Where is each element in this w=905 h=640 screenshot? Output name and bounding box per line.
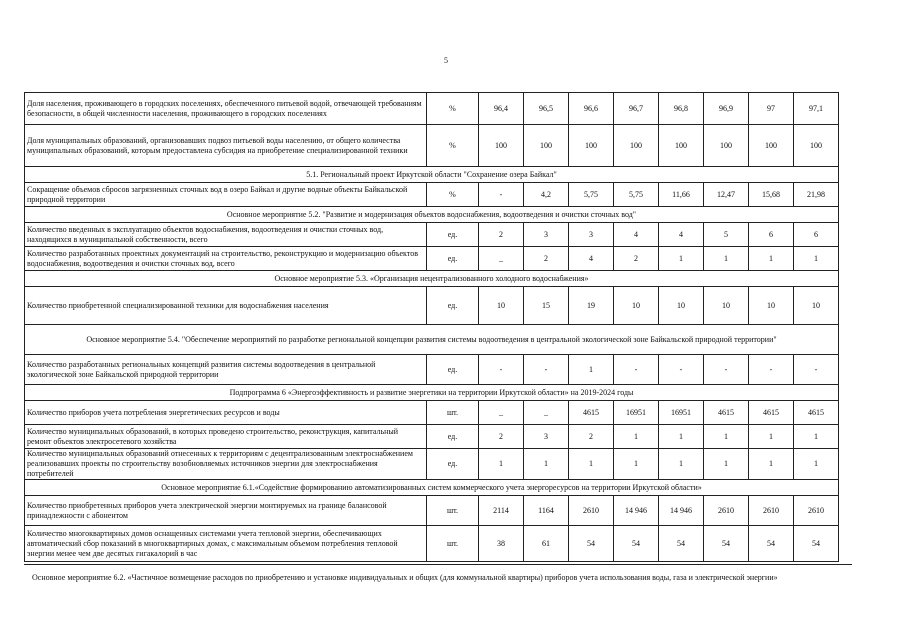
indicator-value: 54 <box>704 526 749 562</box>
indicator-name: Доля населения, проживающего в городских поселениях, обеспеченного питьевой водой, отвечающей требованиям безопасности, в общей численности населения, проживающего в городских поселениях <box>25 93 427 125</box>
indicators-table <box>24 92 839 562</box>
indicator-name: Количество приобретенной специализированной техники для водоснабжения населения <box>25 287 427 325</box>
indicator-value: 1 <box>569 355 614 385</box>
section-heading-row <box>25 385 839 401</box>
indicator-value: 4615 <box>794 401 839 425</box>
indicator-value: 100 <box>524 125 569 167</box>
table-row <box>25 401 839 425</box>
indicator-value: 1 <box>569 449 614 480</box>
indicator-value: 11,66 <box>659 183 704 207</box>
indicator-value: 96,7 <box>614 93 659 125</box>
indicator-value: 1 <box>614 425 659 449</box>
indicator-value: 4615 <box>749 401 794 425</box>
indicator-unit: ед. <box>427 449 479 480</box>
indicator-value: 100 <box>794 125 839 167</box>
indicator-value: 96,4 <box>479 93 524 125</box>
indicator-unit: % <box>427 93 479 125</box>
table-row <box>25 125 839 167</box>
indicator-value: _ <box>479 401 524 425</box>
section-heading: Основное мероприятие 5.3. «Организация нецентрализованного холодного водоснабжения» <box>25 271 839 287</box>
section-heading: Подпрограмма 6 «Энергоэффективность и развитие энергетики на территории Иркутской области» на 2019-2024 годы <box>25 385 839 401</box>
indicator-value: 1 <box>659 425 704 449</box>
indicator-name: Количество муниципальных образований отнесенных к территориям с децентрализованным электроснабжением реализовавших проекты по строительству возобновляемых источников энергии для электроснабжения потребителей <box>25 449 427 480</box>
indicator-value: 2 <box>569 425 614 449</box>
indicator-value: 14 946 <box>614 496 659 526</box>
section-heading-row <box>25 271 839 287</box>
section-heading: Основное мероприятие 6.1.«Содействие формированию автоматизированных систем коммерческого учета энергоресурсов на территории Иркутской области» <box>25 480 839 496</box>
indicator-value: 12,47 <box>704 183 749 207</box>
indicator-value: 10 <box>659 287 704 325</box>
indicator-name: Количество разработанных проектных документаций на строительство, реконструкцию и модернизацию объектов водоснабжения, водоотведения и очистки сточных вод, всего <box>25 247 427 271</box>
indicator-name: Количество муниципальных образований, в которых проведено строительство, реконструкция, капитальный ремонт объектов электросетевого хозяйства <box>25 425 427 449</box>
indicator-value: - <box>659 355 704 385</box>
footer-section-heading: Основное мероприятие 6.2. «Частичное возмещение расходов по приобретению и установке индивидуальных и общих (для коммунальной квартиры) приборов учета использования воды, газа и электрической энергии» <box>24 564 852 591</box>
indicator-value: 10 <box>479 287 524 325</box>
indicator-value: 10 <box>794 287 839 325</box>
indicator-value: 96,5 <box>524 93 569 125</box>
indicator-unit: шт. <box>427 526 479 562</box>
indicator-value: 96,9 <box>704 93 749 125</box>
indicator-value: 15 <box>524 287 569 325</box>
indicator-value: 100 <box>479 125 524 167</box>
indicator-value: - <box>794 355 839 385</box>
indicator-unit: ед. <box>427 247 479 271</box>
indicator-value: 1 <box>704 449 749 480</box>
indicator-value: 21,98 <box>794 183 839 207</box>
indicator-name: Сокращение объемов сбросов загрязненных сточных вод в озеро Байкал и другие водные объекты Байкальской природной территории <box>25 183 427 207</box>
indicator-value: 4 <box>569 247 614 271</box>
table-row <box>25 223 839 247</box>
indicator-value: - <box>479 355 524 385</box>
indicator-value: 38 <box>479 526 524 562</box>
indicator-value: 6 <box>794 223 839 247</box>
indicator-value: 5 <box>704 223 749 247</box>
indicator-value: 1 <box>704 425 749 449</box>
indicator-value: 2 <box>614 247 659 271</box>
indicator-unit: ед. <box>427 425 479 449</box>
indicator-value: 19 <box>569 287 614 325</box>
indicator-value: 54 <box>614 526 659 562</box>
table-row <box>25 183 839 207</box>
indicator-value: 97 <box>749 93 794 125</box>
indicator-name: Количество разработанных региональных концепций развития системы водоотведения в центральной экологической зоне Байкальской природной территории <box>25 355 427 385</box>
indicator-value: 2 <box>524 247 569 271</box>
indicator-value: 97,1 <box>794 93 839 125</box>
section-heading-row <box>25 480 839 496</box>
indicator-value: 16951 <box>614 401 659 425</box>
indicator-value: 1164 <box>524 496 569 526</box>
indicator-name: Доля муниципальных образований, организовавших подвоз питьевой воды населению, от общего количества муниципальных образований, которым предоставлена субсидия на приобретение специализированной техники <box>25 125 427 167</box>
indicator-value: 1 <box>614 449 659 480</box>
indicator-value: 2610 <box>749 496 794 526</box>
page-number: 5 <box>444 56 448 65</box>
indicator-name: Количество приобретенных приборов учета электрической энергии монтируемых на границе балансовой принадлежности с абонентом <box>25 496 427 526</box>
indicator-unit: шт. <box>427 496 479 526</box>
indicator-value: 6 <box>749 223 794 247</box>
indicator-value: 100 <box>749 125 794 167</box>
indicator-value: _ <box>479 247 524 271</box>
indicator-value: 5,75 <box>569 183 614 207</box>
indicator-value: 4 <box>614 223 659 247</box>
indicator-value: 4615 <box>569 401 614 425</box>
indicator-value: 10 <box>614 287 659 325</box>
indicator-unit: % <box>427 125 479 167</box>
indicator-value: 2 <box>479 425 524 449</box>
indicator-value: 54 <box>659 526 704 562</box>
indicator-unit: ед. <box>427 223 479 247</box>
indicator-value: 10 <box>749 287 794 325</box>
table-row <box>25 496 839 526</box>
indicator-name: Количество приборов учета потребления энергетических ресурсов и воды <box>25 401 427 425</box>
indicator-value: 100 <box>614 125 659 167</box>
indicator-value: 61 <box>524 526 569 562</box>
table-row <box>25 287 839 325</box>
table-body <box>25 93 839 562</box>
indicator-unit: шт. <box>427 401 479 425</box>
table-row <box>25 526 839 562</box>
indicator-value: 14 946 <box>659 496 704 526</box>
table-row <box>25 449 839 480</box>
indicator-value: 1 <box>794 449 839 480</box>
indicator-value: 4615 <box>704 401 749 425</box>
indicator-value: 54 <box>569 526 614 562</box>
indicator-value: - <box>524 355 569 385</box>
indicator-value: 1 <box>794 425 839 449</box>
indicator-value: 2 <box>479 223 524 247</box>
indicator-value: 2610 <box>794 496 839 526</box>
indicator-value: 2114 <box>479 496 524 526</box>
section-heading: 5.1. Региональный проект Иркутской области "Сохранение озера Байкал" <box>25 167 839 183</box>
indicator-value: 2610 <box>704 496 749 526</box>
section-heading-row <box>25 325 839 355</box>
indicator-value: 16951 <box>659 401 704 425</box>
section-heading: Основное мероприятие 5.4. "Обеспечение мероприятий по разработке региональной концепции развития системы водоотведения в центральной экологической зоне Байкальской природной территории" <box>25 325 839 355</box>
indicator-value: 15,68 <box>749 183 794 207</box>
indicator-value: 1 <box>749 425 794 449</box>
indicator-value: 96,8 <box>659 93 704 125</box>
indicator-value: 1 <box>704 247 749 271</box>
indicator-value: 4,2 <box>524 183 569 207</box>
indicator-value: 5,75 <box>614 183 659 207</box>
indicator-name: Количество многоквартирных домов оснащенных системами учета тепловой энергии, обеспечивающих автоматический сбор показаний в многоквартирных домах, с максимальным объемом потребления тепловой энергии менее чем две десятых гигакалорий в час <box>25 526 427 562</box>
indicator-value: 100 <box>659 125 704 167</box>
indicator-value: 100 <box>569 125 614 167</box>
indicator-value: 3 <box>524 425 569 449</box>
indicator-value: 54 <box>749 526 794 562</box>
indicator-unit: % <box>427 183 479 207</box>
indicator-unit: ед. <box>427 355 479 385</box>
indicator-value: 1 <box>749 247 794 271</box>
indicator-value: 100 <box>704 125 749 167</box>
indicator-value: 1 <box>524 449 569 480</box>
indicator-value: 4 <box>659 223 704 247</box>
indicator-unit: ед. <box>427 287 479 325</box>
section-heading-row <box>25 207 839 223</box>
indicator-value: - <box>479 183 524 207</box>
table-row <box>25 425 839 449</box>
section-heading: Основное мероприятие 5.2. "Развитие и модернизация объектов водоснабжения, водоотведения и очистки сточных вод" <box>25 207 839 223</box>
table-row <box>25 93 839 125</box>
indicator-value: - <box>749 355 794 385</box>
indicator-value: 2610 <box>569 496 614 526</box>
indicator-value: 1 <box>659 247 704 271</box>
indicator-value: 1 <box>794 247 839 271</box>
section-heading-row <box>25 167 839 183</box>
indicator-value: _ <box>524 401 569 425</box>
indicator-value: 1 <box>479 449 524 480</box>
indicator-value: 10 <box>704 287 749 325</box>
indicator-value: - <box>704 355 749 385</box>
table-row <box>25 247 839 271</box>
indicator-value: 1 <box>749 449 794 480</box>
indicator-value: 54 <box>794 526 839 562</box>
indicator-value: 3 <box>524 223 569 247</box>
indicator-value: 1 <box>659 449 704 480</box>
indicator-value: - <box>614 355 659 385</box>
indicator-name: Количество введенных в эксплуатацию объектов водоснабжения, водоотведения и очистки сточных вод, находящихся в муниципальной собственности, всего <box>25 223 427 247</box>
indicator-value: 96,6 <box>569 93 614 125</box>
indicator-value: 3 <box>569 223 614 247</box>
table-row <box>25 355 839 385</box>
